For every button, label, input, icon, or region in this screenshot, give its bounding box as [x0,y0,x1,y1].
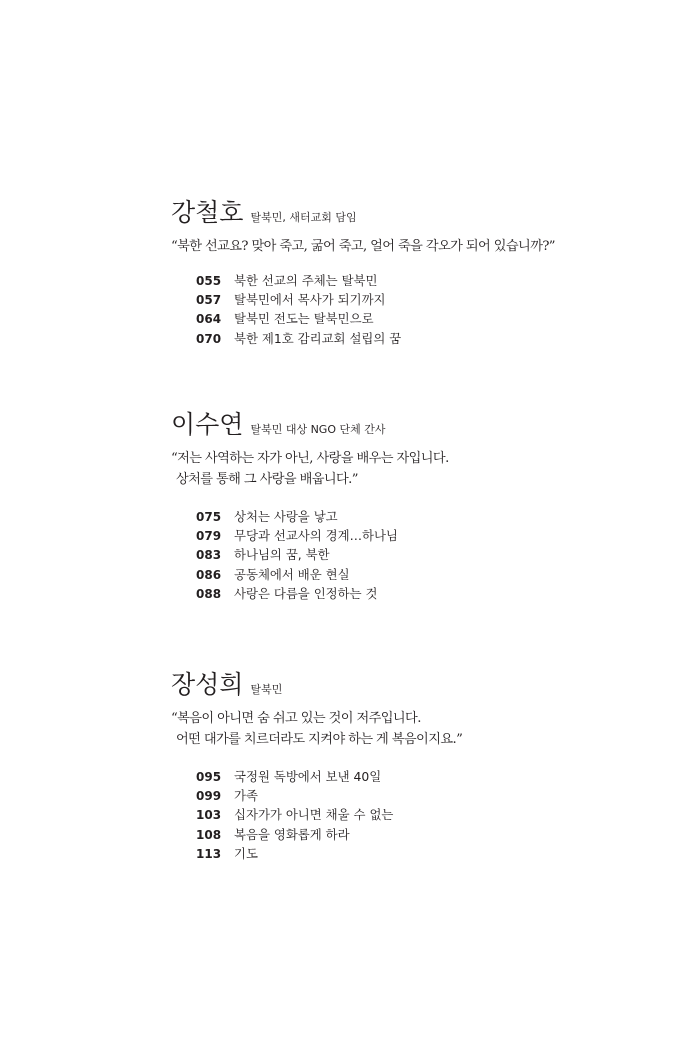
person-role: 탈북민 [250,683,283,696]
section-2 [171,405,671,601]
person-role: 탈북민 대상 NGO 단체 간사 [250,423,386,436]
chapter-title: 기도 [234,845,258,861]
chapter-title: 탈북민 전도는 탈북민으로 [234,311,374,327]
chapter-title: 하나님의 꿈, 북한 [234,547,330,563]
page-number: 108 [196,827,222,842]
person-role: 탈북민, 새터교회 담임 [250,211,357,224]
page-number: 075 [196,510,222,524]
toc-list [196,271,401,348]
page-number: 083 [196,548,222,563]
toc-entry[interactable] [196,584,398,603]
person-quote [171,448,671,490]
section-header [171,193,671,229]
toc-entry[interactable] [196,271,401,290]
toc-entry[interactable] [196,545,398,564]
toc-entry[interactable] [196,290,401,309]
page-number: 099 [196,789,222,804]
section-1 [171,193,671,346]
toc-list [196,767,393,863]
chapter-title: 국정원 독방에서 보낸 40일 [234,769,382,784]
chapter-title: 상처는 사랑을 낳고 [234,509,338,524]
toc-entry[interactable] [196,786,393,805]
quote-line: 상처를 통해 그 사랑을 배웁니다.” [176,472,358,487]
page-number: 055 [196,274,222,288]
section-header [171,665,671,701]
page-number: 064 [196,312,222,327]
page-number: 070 [196,331,222,346]
chapter-title: 공동체에서 배운 현실 [234,566,350,582]
page-number: 079 [196,529,222,544]
section-3 [171,665,671,861]
toc-entry[interactable] [196,805,393,824]
toc-entry[interactable] [196,526,398,545]
chapter-title: 북한 선교의 주체는 탈북민 [234,273,378,288]
page-number: 057 [196,293,222,308]
chapter-title: 사랑은 다름을 인정하는 것 [234,585,378,601]
page-number: 095 [196,770,222,784]
toc-list [196,507,398,603]
chapter-title: 탈북민에서 목사가 되기까지 [234,292,386,308]
person-name: 이수연 [171,410,244,439]
person-name: 강철호 [171,198,244,227]
quote-line: 어떤 대가를 치르더라도 지켜야 하는 게 복음이지요.” [176,732,463,747]
quote-line: “복음이 아니면 숨 쉬고 있는 것이 저주입니다. [171,711,421,726]
quote-line: “북한 선교요? 맞아 죽고, 굶어 죽고, 얼어 죽을 각오가 되어 있습니까?” [171,239,555,254]
chapter-title: 무당과 선교사의 경계…하나님 [234,528,398,544]
person-quote [171,708,671,750]
chapter-title: 복음을 영화롭게 하라 [234,826,350,842]
page-number: 086 [196,567,222,582]
chapter-title: 북한 제1호 감리교회 설립의 꿈 [234,330,402,346]
section-header [171,405,671,441]
page-number: 103 [196,808,222,823]
toc-entry[interactable] [196,507,398,526]
quote-line: “저는 사역하는 자가 아닌, 사랑을 배우는 자입니다. [171,451,449,466]
page-number: 113 [196,846,222,861]
chapter-title: 십자가가 아니면 채울 수 없는 [234,807,394,823]
toc-entry[interactable] [196,825,393,844]
toc-entry[interactable] [196,565,398,584]
toc-entry[interactable] [196,844,393,863]
person-quote [171,236,671,257]
toc-entry[interactable] [196,767,393,786]
page-number: 088 [196,586,222,601]
chapter-title: 가족 [234,788,258,804]
toc-entry[interactable] [196,329,401,348]
toc-entry[interactable] [196,309,401,328]
person-name: 장성희 [171,670,244,699]
